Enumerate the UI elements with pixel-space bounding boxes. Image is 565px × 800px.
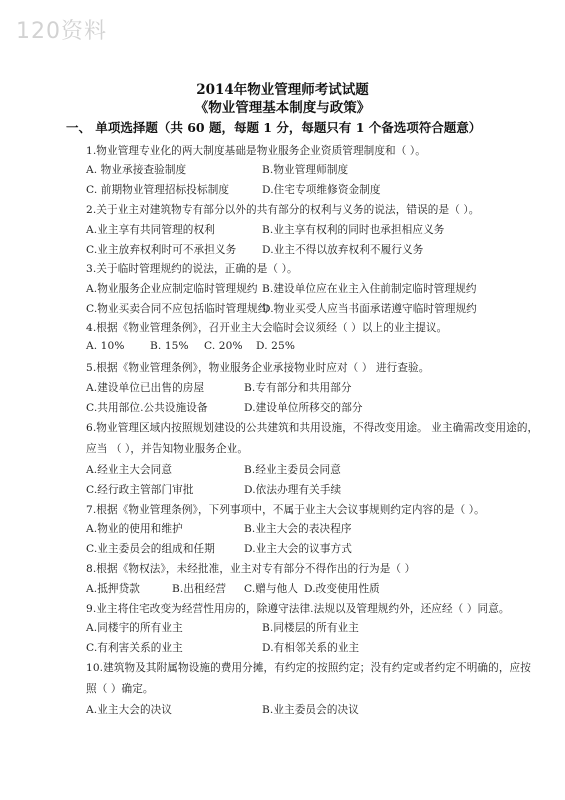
answer-option: C.共用部位.公共设施设备 <box>86 402 208 414</box>
answer-option: A.抵押贷款 <box>86 583 140 595</box>
answer-option: C. 20% <box>204 340 243 352</box>
answer-option: C.业主委员会的组成和任期 <box>86 543 215 555</box>
answer-option: D.住宅专项维修资金制度 <box>262 184 381 196</box>
document-title: 2014年物业管理师考试试题 <box>196 82 369 98</box>
question-stem: 10.建筑物及其附属物设施的费用分摊，有约定的按照约定；没有约定或者约定不明确的，应按 <box>86 662 531 674</box>
answer-option: A.业主大会的决议 <box>86 704 173 716</box>
answer-option: B. 15% <box>150 340 189 352</box>
question-stem: 8.根据《物权法》，未经批准，业主对专有部分不得作出的行为是（ ） <box>86 563 416 575</box>
answer-option: A.业主享有共同管理的权利 <box>86 224 215 236</box>
answer-option: A. 10% <box>86 340 125 352</box>
answer-option: C.有利害关系的业主 <box>86 642 183 654</box>
question-stem: 照（ ）确定。 <box>86 683 154 695</box>
answer-option: A.经业主大会同意 <box>86 464 173 476</box>
question-stem: 7.根据《物业管理条例》，下列事项中，不属于业主大会议事规则约定内容的是（ ）。 <box>86 504 485 516</box>
question-stem: 4.根据《物业管理条例》，召开业主大会临时会议须经（ ）以上的业主提议。 <box>86 322 448 334</box>
answer-option: A.物业服务企业应制定临时管理规约 <box>86 283 258 295</box>
answer-option: C.经行政主管部门审批 <box>86 484 194 496</box>
answer-option: B.业主大会的表决程序 <box>244 523 352 535</box>
answer-option: D.有相邻关系的业主 <box>262 642 360 654</box>
answer-option: B.经业主委员会同意 <box>244 464 341 476</box>
answer-option: C.业主放弃权利时可不承担义务 <box>86 244 237 256</box>
question-stem: 2.关于业主对建筑物专有部分以外的共有部分的权利与义务的说法，错误的是（ ）。 <box>86 204 480 216</box>
question-stem: 6.物业管理区域内按照规划建设的公共建筑和共用设施，不得改变用途。 业主确需改变用途的， <box>86 422 539 434</box>
answer-option: B.出租经营 <box>172 583 227 595</box>
answer-option: B.业主委员会的决议 <box>262 704 359 716</box>
answer-option: B.同楼层的所有业主 <box>262 622 359 634</box>
answer-option: A.同楼宇的所有业主 <box>86 622 183 634</box>
answer-option: C.赠与他人 <box>244 583 299 595</box>
question-stem: 5.根据《物业管理条例》，物业服务企业承接物业时应对（ ） 进行查验。 <box>86 362 430 374</box>
answer-option: D.建设单位所移交的部分 <box>244 402 363 414</box>
answer-option: D.物业买受人应当书面承诺遵守临时管理规约 <box>262 303 477 315</box>
watermark: 120资料 <box>16 19 107 44</box>
question-stem: 9.业主将住宅改变为经营性用房的，除遵守法律.法规以及管理规约外，还应经（ ）同意。 <box>86 603 510 615</box>
answer-option: B.业主享有权利的同时也承担相应义务 <box>262 224 445 236</box>
answer-option: D.依法办理有关手续 <box>244 484 342 496</box>
question-stem: 1.物业管理专业化的两大制度基础是物业服务企业资质管理制度和（ ）。 <box>86 145 426 157</box>
answer-option: B.建设单位应在业主入住前制定临时管理规约 <box>262 283 477 295</box>
answer-option: C.物业买卖合同不应包括临时管理规约 <box>86 303 269 315</box>
answer-option: A.物业的使用和维护 <box>86 523 183 535</box>
question-stem: 3.关于临时管理规约的说法，正确的是（ ）。 <box>86 263 298 275</box>
document-subtitle: 《物业管理基本制度与政策》 <box>194 100 371 116</box>
answer-option: B.专有部分和共用部分 <box>244 382 352 394</box>
answer-option: D. 25% <box>256 340 295 352</box>
answer-option: A.建设单位已出售的房屋 <box>86 382 205 394</box>
answer-option: D.改变使用性质 <box>304 583 380 595</box>
answer-option: C. 前期物业管理招标投标制度 <box>86 184 230 196</box>
answer-option: B.物业管理师制度 <box>262 164 349 176</box>
answer-option: D.业主不得以放弃权利不履行义务 <box>262 244 424 256</box>
answer-option: D.业主大会的议事方式 <box>244 543 352 555</box>
answer-option: A. 物业承接查验制度 <box>86 164 187 176</box>
question-stem: 应当 （ ），并告知物业服务企业。 <box>86 443 249 455</box>
section-heading: 一、 单项选择题（共 60 题，每题 1 分，每题只有 1 个备选项符合题意） <box>66 120 482 135</box>
